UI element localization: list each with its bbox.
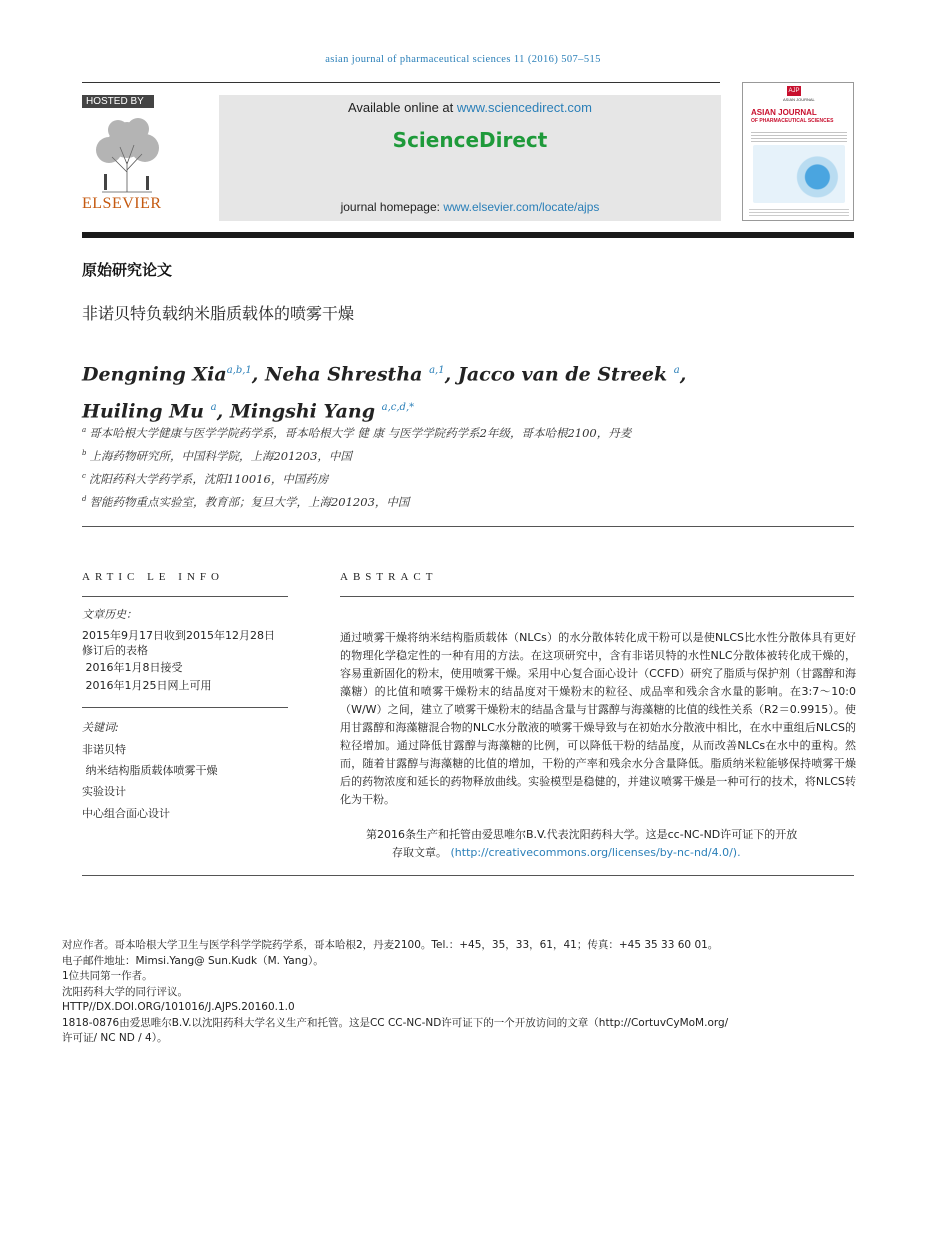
- cover-title-line1: ASIAN JOURNAL: [751, 108, 817, 117]
- hosted-by-label: HOSTED BY: [82, 95, 154, 108]
- author-affiliation-marker[interactable]: a: [210, 402, 217, 414]
- author-name[interactable]: Dengning Xia: [82, 363, 227, 386]
- affiliation: [82, 471, 328, 487]
- cover-logo: AJP: [788, 88, 800, 94]
- author-affiliation-marker[interactable]: a,c,d,*: [381, 402, 415, 414]
- affiliations-rule: [82, 526, 854, 527]
- keyword: 实验设计: [82, 785, 126, 798]
- author-affiliation-marker[interactable]: a,1: [429, 365, 445, 376]
- journal-homepage-line: [219, 200, 721, 214]
- copyright-line: 第2016条生产和托管由爱思唯尔B.V.代表沈阳药科大学。这是cc-NC-ND许可证下的开放: [366, 828, 798, 841]
- masthead-rule: [82, 232, 854, 238]
- footnote: 许可证/ NC ND / 4）。: [62, 1032, 168, 1044]
- affiliation-text: 哥本哈根大学健康与医学学院药学系，哥本哈根大学 健 康 与医学学院药学系2年级，哥本哈根2100，丹麦: [89, 426, 632, 440]
- cover-text-lines: [751, 130, 847, 142]
- available-prefix: Available online at: [347, 100, 457, 115]
- article-title: 非诺贝特负载纳米脂质载体的喷雾干燥: [82, 304, 355, 323]
- available-online-line: [219, 100, 721, 115]
- copyright-line: 存取文章。: [392, 846, 451, 859]
- elsevier-logo-text: ELSEVIER: [82, 195, 162, 212]
- author-name[interactable]: Neha Shrestha: [265, 363, 423, 386]
- abstract-bottom-rule: [82, 875, 854, 876]
- cover-footer-lines: [749, 207, 849, 217]
- footnote: 电子邮件地址：Mimsi.Yang@ Sun.Kudk（M. Yang）。: [62, 954, 324, 967]
- affiliation-marker: c: [82, 472, 86, 481]
- history-rule: [82, 707, 288, 708]
- license-link[interactable]: (http://creativecommons.org/licenses/by-nc-nd/4.0/).: [450, 846, 741, 859]
- affiliation-text: 沈阳药科大学药学系，沈阳110016，中国药房: [88, 472, 329, 486]
- history-line: 修订后的表格: [82, 644, 148, 657]
- author-name[interactable]: Huiling Mu: [82, 400, 204, 423]
- affiliation: [82, 425, 631, 441]
- sciencedirect-brand: ScienceDirect: [392, 128, 548, 152]
- abstract-rule: [340, 596, 854, 597]
- affiliation: [82, 448, 352, 464]
- keywords-label: 关键词:: [82, 721, 119, 734]
- author-name[interactable]: Mingshi Yang: [229, 400, 376, 423]
- article-info-rule: [82, 596, 288, 597]
- affiliation-text: 上海药物研究所，中国科学院，上海201203，中国: [89, 449, 352, 463]
- cover-title-line2: OF PHARMACEUTICAL SCIENCES: [751, 118, 834, 124]
- affiliation-marker: d: [82, 495, 87, 504]
- keyword: 纳米结构脂质载体喷雾干燥: [82, 764, 218, 777]
- journal-cover-thumbnail[interactable]: [742, 82, 854, 221]
- copyright-notice: [366, 826, 856, 862]
- cover-artwork: [753, 145, 845, 203]
- cover-small-title: ASIAN JOURNAL: [783, 97, 815, 102]
- affiliation: [82, 494, 409, 510]
- abstract-text: 通过喷雾干燥将纳米结构脂质载体（NLCs）的水分散体转化成干粉可以是使NLCS比水性分散体具有更好的物理化学稳定性的一种有用的方法。在这项研究中，含有非诺贝特的水性NLC分散体被转化成干燥的，容易重新固化的粉末，使用喷雾干燥。采用中心复合面心设计（CCFD）研究了脂质与保护剂（甘露醇和海藻糖）的比值和喷雾干燥粉末的结晶度对干燥粉末的粒径、成品率和残余含水量的影响。在3:7～10:0（W/W）之间，建立了喷雾干燥粉末的结晶含量与甘露醇与海藻糖的比值的线性关系（R2＝0.9915）。使用甘露醇和海藻糖混合物的NLC水分散液的喷雾干燥导致与在初始水分散液中相比，在水中重组后NLCS的粒径增加。通过降低甘露醇与海藻糖的比例，可以降低干粉的结晶度，从而改善NLCs在水中的重构。然而，随着甘露醇与海藻糖的比值的增加，干粉的产率和残余水分含量降低。脂质纳米粒能够保持喷雾干燥后的药物浓度和延长的药物释放曲线。实验模型是稳健的，并建议喷雾干燥是一种可行的技术，将NLCS转化为干粉。: [340, 631, 856, 806]
- affiliation-text: 智能药物重点实验室，教育部；复旦大学，上海201203，中国: [89, 495, 410, 509]
- author-affiliation-marker[interactable]: a,b,1: [226, 365, 252, 376]
- history-line: 2016年1月8日接受: [82, 661, 183, 674]
- author-list: [82, 354, 862, 429]
- homepage-prefix: journal homepage:: [340, 200, 444, 214]
- footnote: 1818-0876由爱思唯尔B.V.以沈阳药科大学名义生产和托管。这是CC CC-NC-ND许可证下的一个开放访问的文章（http://CortuvCyMoM.org/: [62, 1016, 729, 1029]
- affiliation-marker: a: [82, 426, 87, 435]
- footnotes: [62, 938, 862, 1047]
- author-affiliation-marker[interactable]: a: [673, 365, 680, 376]
- history-line: 2015年9月17日收到2015年12月28日: [82, 629, 275, 642]
- doi-footnote[interactable]: HTTP//DX.DOI.ORG/101016/J.AJPS.20160.1.0: [62, 1001, 295, 1013]
- keyword: 非诺贝特: [82, 743, 126, 756]
- author-line-2: Huiling Mu $^a$, Mingshi Yang $^{a,c,d,*}$: [82, 400, 415, 423]
- elsevier-tree-logo: [82, 112, 172, 196]
- article-info-header: ARTIC LE INFO: [82, 571, 224, 583]
- sciencedirect-link[interactable]: www.sciencedirect.com: [456, 100, 592, 115]
- footnote: 沈阳药科大学的同行评议。: [62, 985, 188, 998]
- author-line-1: Dengning Xia$^{a,b,1}$, Neha Shrestha $^{a,1}$, Jacco van de Streek $^a$,: [82, 363, 687, 386]
- article-type: 原始研究论文: [82, 261, 173, 279]
- cover-title: [751, 108, 847, 126]
- author-name[interactable]: Jacco van de Streek: [457, 363, 668, 386]
- journal-homepage-link[interactable]: www.elsevier.com/locate/ajps: [443, 200, 600, 214]
- footnote: 1位共同第一作者。: [62, 970, 153, 982]
- keyword: 中心组合面心设计: [82, 807, 170, 820]
- history-label: 文章历史：: [82, 608, 137, 621]
- footnote: 对应作者。哥本哈根大学卫生与医学科学学院药学系，哥本哈根2，丹麦2100。Tel.：+45，35，33，61，41；传真：+45 35 33 60 01。: [62, 939, 719, 951]
- copyright-line-2: [366, 844, 856, 862]
- journal-reference[interactable]: asian journal of pharmaceutical sciences 11 (2016) 507–515: [325, 54, 601, 65]
- affiliation-marker: b: [82, 449, 87, 458]
- header-rule: [82, 82, 720, 83]
- abstract-header: ABSTRACT: [340, 571, 438, 583]
- history-line: 2016年1月25日网上可用: [82, 679, 212, 692]
